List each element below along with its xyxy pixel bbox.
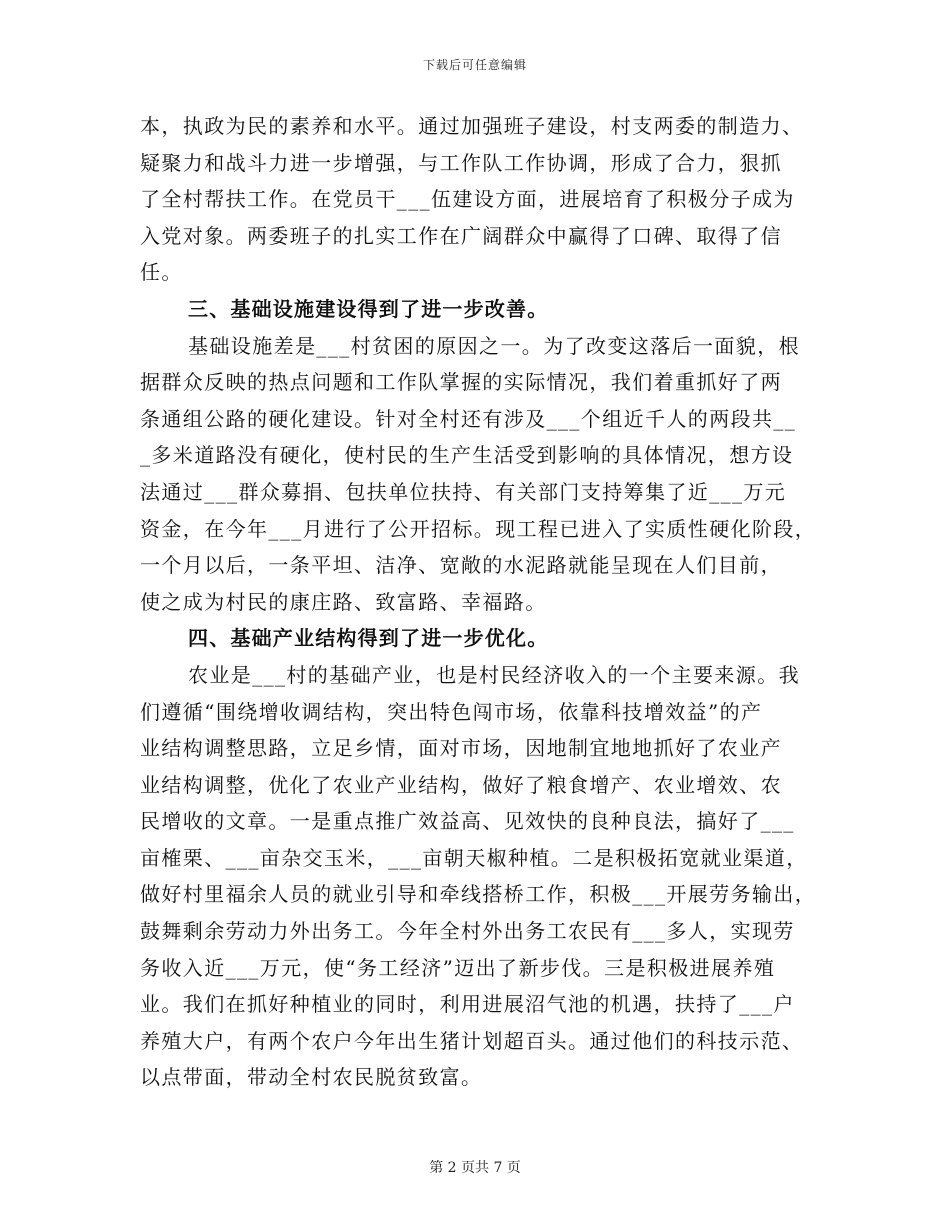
paragraph-line: 亩榷栗、___亩杂交玉米，___亩朝天椒种植。二是积极拓宽就业渠道， [140, 845, 808, 870]
paragraph-line: 疑聚力和战斗力进一步增强，与工作队工作协调，形成了合力，狠抓 [140, 150, 782, 175]
paragraph-line: 养殖大户，有两个农户今年出生猪计划超百头。通过他们的科技示范、 [140, 1028, 804, 1053]
paragraph-line: 业结构调整思路，立足乡情，面对市场，因地制宜地地抓好了农业产 [140, 736, 782, 761]
paragraph-line: 任。 [140, 260, 183, 285]
paragraph-line: 资金，在今年___月进行了公开招标。现工程已进入了实质性硬化阶段， [140, 516, 817, 541]
paragraph-line: 入党对象。两委班子的扎实工作在广阔群众中赢得了口碑、取得了信 [140, 223, 782, 248]
paragraph-line: 法通过___群众募捐、包扶单位扶持、有关部门支持筹集了近___万元 [140, 479, 787, 504]
paragraph-line: 业。我们在抓好种植业的同时，利用进展沼气池的机遇，扶持了___户 [140, 992, 795, 1017]
section-heading: 四、基础产业结构得到了进一步优化。 [188, 626, 549, 651]
paragraph-line: 做好村里福余人员的就业引导和牵线搭桥工作，积极___开展劳务输出， [140, 882, 817, 907]
page-number-footer: 第 2 页共 7 页 [429, 1160, 521, 1176]
paragraph-line: 一个月以后，一条平坦、洁净、宽敞的水泥路就能呈现在人们目前， [140, 553, 782, 578]
paragraph-line: 务收入近___万元，使“务工经济”迈出了新步伐。三是积极进展养殖 [140, 955, 776, 980]
paragraph-line: 们遵循“围绕增收调结构，突出特色闯市场，依靠科技增效益”的产 [140, 699, 763, 724]
paragraph-line: _多米道路没有硬化，使村民的生产生活受到影响的具体情况，想方设 [140, 443, 794, 468]
paragraph-line: 据群众反映的热点问题和工作队掌握的实际情况，我们着重抓好了两 [140, 370, 782, 395]
document-body [140, 108, 820, 1096]
page-header: 下载后可任意编辑 [422, 58, 527, 72]
paragraph-line: 鼓舞剩余劳动力外出务工。今年全村外出务工农民有___多人，实现劳 [140, 919, 795, 944]
section-heading: 三、基础设施建设得到了进一步改善。 [188, 296, 549, 321]
paragraph-line: 农业是___村的基础产业，也是村民经济收入的一个主要来源。我 [188, 662, 800, 687]
paragraph-line: 以点带面，带动全村农民脱贫致富。 [140, 1065, 483, 1090]
paragraph-line: 使之成为村民的康庄路、致富路、幸福路。 [140, 589, 547, 614]
paragraph-line: 基础设施差是___村贫困的原因之一。为了改变这落后一面貌，根 [188, 333, 800, 358]
paragraph-line: 了全村帮扶工作。在党员干___伍建设方面，进展培育了积极分子成为 [140, 187, 795, 212]
paragraph-line: 民增收的文章。一是重点推广效益高、见效快的良种良法，搞好了___ [140, 809, 795, 834]
paragraph-line: 本，执政为民的素养和水平。通过加强班子建设，村支两委的制造力、 [140, 114, 804, 138]
paragraph-line: 条通组公路的硬化建设。针对全村还有涉及___个组近千人的两段共__ [140, 406, 797, 431]
paragraph-line: 业结构调整，优化了农业产业结构，做好了粮食增产、农业增效、农 [140, 772, 782, 797]
